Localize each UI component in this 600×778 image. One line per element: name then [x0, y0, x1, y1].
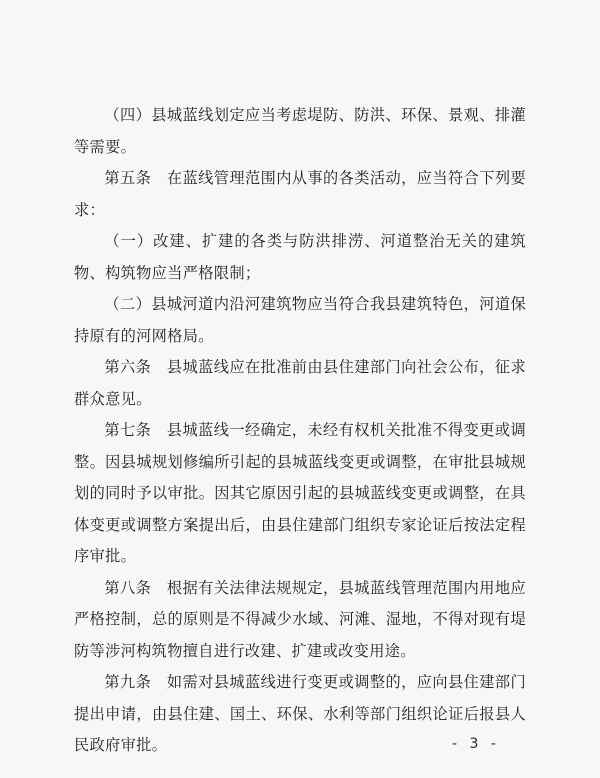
article-7: 第七条 县城蓝线一经确定，未经有权机关批准不得变更或调整。因县城规划修编所引起的县城蓝线变更或调整，在审批县城规划的同时予以审批。因其它原因引起的县城蓝线变更或调整，在具体变更或调整方案提出后，由县住建部门组织专家论证后按法定程序审批。 — [74, 421, 526, 565]
article-5-item-1: （一）改建、扩建的各类与防洪排涝、河道整治无关的建筑物、构筑物应当严格限制； — [74, 232, 526, 282]
article-5: 第五条 在蓝线管理范围内从事的各类活动，应当符合下列要求： — [74, 169, 526, 219]
article-6: 第六条 县城蓝线应在批准前由县住建部门向社会公布，征求群众意见。 — [74, 358, 526, 408]
article-9: 第九条 如需对县城蓝线进行变更或调整的，应向县住建部门提出申请，由县住建、国土、环保、水利等部门组织论证后报县人民政府审批。 — [74, 673, 526, 754]
paragraph-item-4: （四）县城蓝线划定应当考虑堤防、防洪、环保、景观、排灌等需要。 — [74, 106, 526, 156]
article-8: 第八条 根据有关法律法规规定，县城蓝线管理范围内用地应严格控制，总的原则是不得减少水域、河滩、湿地，不得对现有堤防等涉河构筑物擅自进行改建、扩建或改变用途。 — [74, 578, 526, 660]
article-5-item-2: （二）县城河道内沿河建筑物应当符合我县建筑特色，河道保持原有的河网格局。 — [74, 295, 526, 345]
document-body — [74, 100, 526, 762]
page-number: - 3 - — [452, 736, 500, 752]
